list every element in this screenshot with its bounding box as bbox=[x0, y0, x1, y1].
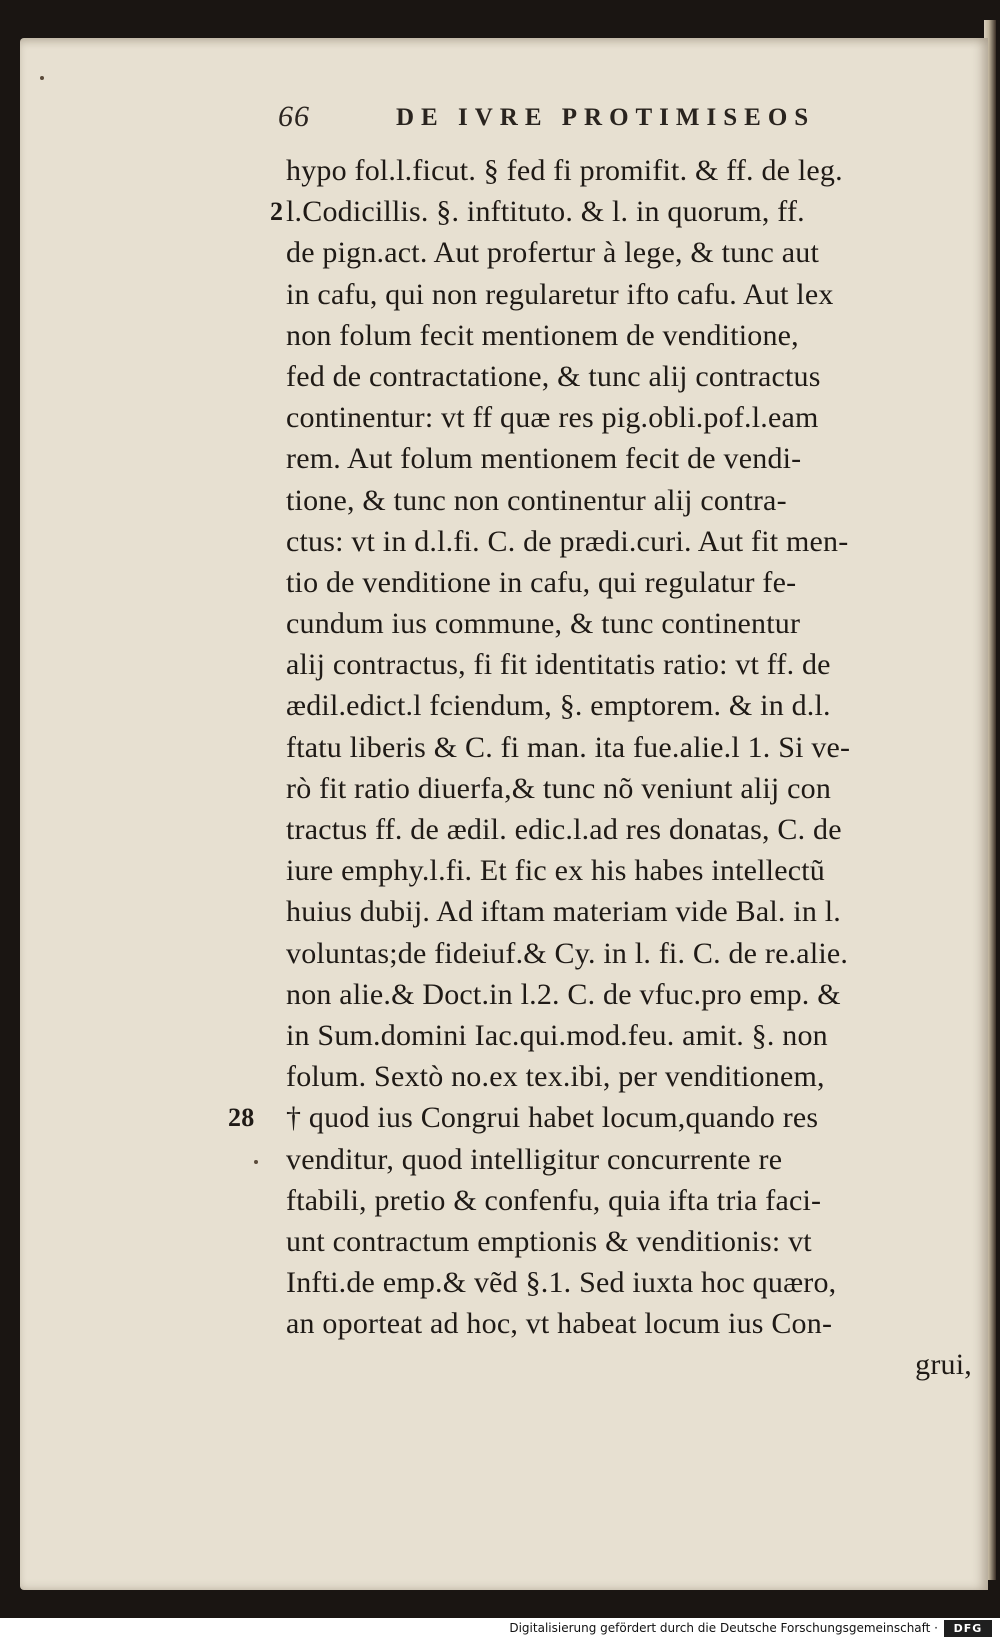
text-line: de pign.act. Aut profertur à lege, & tunc aut bbox=[286, 236, 819, 270]
text-line: unt contractum emptionis & venditionis: vt bbox=[286, 1224, 812, 1258]
body-text bbox=[228, 150, 986, 1386]
text-line: ædil.edict.l fciendum, §. emptorem. & in d.l. bbox=[286, 689, 831, 723]
text-line: tione, & tunc non continentur alij contra- bbox=[286, 483, 787, 517]
text-line: 2 l.Codicillis. §. inftituto. & l. in quorum, ff. bbox=[286, 191, 986, 232]
text-line: 28 † quod ius Congrui habet locum,quando res bbox=[286, 1097, 986, 1138]
text-line: voluntas;de fideiuf.& Cy. in l. fi. C. de re.alie. bbox=[286, 936, 849, 970]
margin-number: 2 bbox=[270, 197, 284, 227]
paper-speck bbox=[40, 76, 44, 80]
text-line: non alie.& Doct.in l.2. C. de vfuc.pro emp. & bbox=[286, 977, 841, 1011]
text-line: tio de venditione in cafu, qui regulatur fe- bbox=[286, 565, 797, 599]
text-line: hypo fol.l.ficut. § fed fi promifit. & ff. de leg. bbox=[286, 154, 843, 187]
text-line: ftatu liberis & C. fi man. ita fue.alie.l 1. Si ve- bbox=[286, 730, 851, 764]
text-line: rem. Aut folum mentionem fecit de vendi- bbox=[286, 442, 802, 476]
text-line: non folum fecit mentionem de venditione, bbox=[286, 318, 799, 352]
text-line: in Sum.domini Iac.qui.mod.feu. amit. §. non bbox=[286, 1018, 828, 1052]
text-line: venditur, quod intelligitur concurrente re bbox=[286, 1142, 783, 1176]
page-number: 66 bbox=[278, 100, 310, 133]
text-line: ctus: vt in d.l.fi. C. de prædi.curi. Aut fit men- bbox=[286, 524, 849, 558]
running-head: DE IVRE PROTIMISEOS bbox=[396, 104, 816, 131]
text-line: continentur: vt ff quæ res pig.obli.pof.l.eam bbox=[286, 401, 819, 435]
page-header bbox=[278, 100, 908, 140]
digitization-footer bbox=[0, 1618, 1000, 1641]
text-line: folum. Sextò no.ex tex.ibi, per venditionem, bbox=[286, 1060, 825, 1094]
funding-credit: Digitalisierung gefördert durch die Deutsche Forschungsgemeinschaft · bbox=[509, 1621, 938, 1635]
text-line: iure emphy.l.fi. Et fic ex his habes intellectũ bbox=[286, 854, 825, 888]
text-line: alij contractus, fi fit identitatis ratio: vt ff. de bbox=[286, 648, 831, 682]
text-line: rò fit ratio diuerfa,& tunc nõ veniunt alij con bbox=[286, 771, 832, 805]
catchword-line: grui, bbox=[915, 1348, 972, 1382]
text-line: huius dubij. Ad iftam materiam vide Bal. in l. bbox=[286, 895, 841, 929]
text-line: an oporteat ad hoc, vt habeat locum ius Con- bbox=[286, 1307, 833, 1341]
text-line: in cafu, qui non regularetur ifto cafu. Aut lex bbox=[286, 277, 834, 311]
text-line: Infti.de emp.& vẽd §.1. Sed iuxta hoc quæro, bbox=[286, 1266, 837, 1300]
margin-number: 28 bbox=[228, 1103, 255, 1133]
text-line: tractus ff. de ædil. edic.l.ad res donatas, C. de bbox=[286, 813, 842, 846]
dfg-logo: DFG bbox=[944, 1620, 992, 1637]
text-line: ftabili, pretio & confenfu, quia ifta tria faci- bbox=[286, 1183, 822, 1217]
text-line: fed de contractatione, & tunc alij contractus bbox=[286, 359, 821, 393]
text-line: cundum ius commune, & tunc continentur bbox=[286, 607, 801, 641]
paper-speck bbox=[254, 1160, 258, 1164]
